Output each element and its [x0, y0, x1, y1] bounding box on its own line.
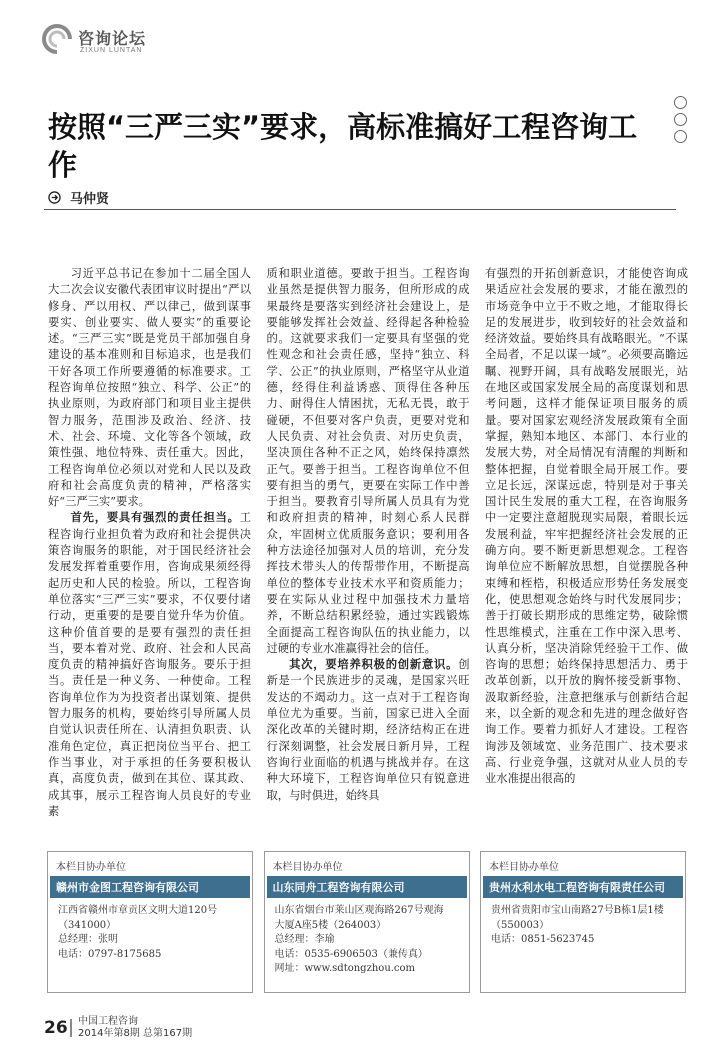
sponsor-header: 本栏目协办单位 [56, 862, 126, 873]
sponsor-boxes [47, 851, 686, 993]
sponsor-phone: 电话：0797-8175685 [58, 948, 162, 960]
section-title: 咨询论坛 [78, 29, 147, 48]
circle-icon [674, 130, 687, 143]
article-body [48, 266, 688, 836]
sponsor-header: 本栏目协办单位 [272, 862, 343, 873]
section-lead: 首先，要具有强烈的责任担当。 [70, 511, 240, 525]
section-logo [42, 22, 192, 60]
column-2 [267, 266, 470, 836]
column-1 [48, 266, 251, 836]
sponsor-manager: 总经理：张明 [58, 934, 118, 945]
paragraph: 有强烈的开拓创新意识，才能使咨询成果适应社会发展的要求，才能在激烈的市场竞争中立于不败之地，才能取得长足的发展进步，收到较好的社会效益和经济效益。要始终具有战略眼光。“不谋全局者，不足以谋一域”。必须要高瞻远瞩、视野开阔，具有战略发展眼光，站在地区或国家发展全局的高度谋划和思考问题，这样才能保证项目服务的质量。要对国家宏观经济发展政策有全面掌握，熟知本地区、本部门、本行业的发展大势，对全局情况有清醒的判断和整体把握，自觉着眼全局开展工作。要立足长远，深谋远虑，特别是对于事关国计民生发展的重大工程，在咨询服务中一定要注意超脱现实局限，着眼长远发展利益，牢牢把握经济社会发展的正确方向。要不断更新思想观念。工程咨询单位应不断解放思想，自觉摆脱各种束缚和桎梏，积极适应形势任务发展变化，使思想观念始终与时代发展同步；善于打破长期形成的思维定势，破除惯性思维模式，注重在工作中深入思考、认真分析，坚决消除凭经验干工作、做咨询的思想；始终保持思想活力、勇于改革创新，以开放的胸怀接受新事物、汲取新经验，注意把继承与创新结合起来，以全新的观念和先进的理念做好咨询工作。要着力抓好人才建设。工程咨询涉及领域宽、业务范围广、技术要求高、行业竞争强，这就对从业人员的专业水准提出很高的 [485, 267, 688, 786]
sponsor-header: 本栏目协办单位 [489, 862, 559, 873]
section-lead: 其次，要培养积极的创新意识。 [289, 658, 459, 672]
paragraph [267, 657, 470, 804]
sponsor-postcode: （550003） [491, 919, 550, 931]
paragraph-text: 工程咨询行业担负着为政府和社会提供决策咨询服务的职能，对于国民经济社会发展发挥着重要作用，咨询成果须经得起历史和人民的检验。所以，工程咨询单位落实“三严三实”要求，不仅要付诸行动，更重要的是要自觉升华为价值。这种价值首要的是要有强烈的责任担当，要本着对党、政府、社会和人民高度负责的精神搞好咨询服务。要乐于担当。责任是一种义务、一种使命。工程咨询单位作为为投资者出谋划策、提供智力服务的机构，要始终引导所属人员自觉认识责任所在、认清担负职责、认准角色定位，真正把岗位当平台、把工作当事业，对于承担的任务要积极认真，高度负责，做到在其位、谋其政、成其事，展示工程咨询人员良好的专业素 [48, 511, 251, 818]
magazine-name: 中国工程咨询 [78, 1016, 138, 1027]
sponsor-details [481, 898, 685, 948]
section-arc-icon [42, 24, 72, 54]
sponsor-name: 山东同舟工程咨询有限公司 [267, 876, 467, 898]
author-line [48, 188, 109, 207]
sponsor-phone: 电话：0851-5623745 [491, 934, 595, 945]
sponsor-address: 江西省赣州市章贡区文明大道120号 [58, 905, 218, 916]
paragraph [48, 510, 251, 820]
paragraph: 质和职业道德。要敢于担当。工程咨询业虽然是提供智力服务，但所形成的成果最终是要落实到经济社会建设上，是要能够发挥社会效益、经得起各种检验的。这就要求我们一定要具有坚强的党性观念和社会责任感，坚持“独立、科学、公正”的执业原则，严格坚守从业道德，经得住利益诱惑、顶得住各种压力、耐得住人情困扰，无私无畏，敢于碰硬，不但要对客户负责，更要对党和人民负责、对社会负责、对历史负责，坚决顶住各种不正之风，始终保持凛然正气。要善于担当。工程咨询单位不但要有担当的勇气，更要在实际工作中善于担当。要教育引导所属人员具有为党和政府担责的精神，时刻心系人民群众，牢固树立优质服务意识；要利用各种方法途径加强对人员的培训，充分发挥技术带头人的传帮带作用，不断提高单位的整体专业技术水平和资质能力；要在实际从业过程中加强技术力量培养，不断总结积累经验，通过实践锻炼全面提高工程咨询队伍的执业能力，以过硬的专业水准赢得社会的信任。 [266, 267, 470, 655]
circle-icon [674, 96, 687, 109]
author-divider [44, 209, 676, 210]
arrow-circle-icon [48, 191, 61, 204]
sponsor-box [47, 851, 253, 993]
decorative-circles [674, 96, 687, 147]
page-number: 26 [44, 1018, 68, 1038]
footer-divider [70, 1019, 72, 1037]
section-pinyin: ZIXUN LUNTAN [80, 47, 143, 54]
sponsor-name: 赣州市金图工程咨询有限公司 [50, 876, 250, 898]
magazine-info [78, 1016, 192, 1040]
paragraph-text: 创新是一个民族进步的灵魂，是国家兴旺发达的不竭动力。这一点对于工程咨询单位尤为重要。当前，国家已进入全面深化改革的关键时期，经济结构正在进行深刻调整，社会发展日新月异，工程咨询行业面临的机遇与挑战并存。在这种大环境下，工程咨询单位只有锐意进取，与时俱进，始终具 [266, 658, 470, 802]
sponsor-phone: 电话：0535-6906503（兼传真） [274, 948, 428, 960]
sponsor-details [265, 898, 469, 977]
author-name: 马仲贤 [70, 192, 110, 207]
article-title: 按照“三严三实”要求，高标准搞好工程咨询工作 [48, 110, 638, 182]
sponsor-website: 网址：www.sdtongzhou.com [274, 963, 416, 974]
sponsor-address: 山东省烟台市莱山区观海路267号观海 [274, 905, 444, 916]
circle-icon [674, 113, 687, 126]
magazine-issue: 2014年第8期 总第167期 [78, 1028, 193, 1039]
paragraph: 习近平总书记在参加十二届全国人大二次会议安徽代表团审议时提出“严以修身、严以用权、严以律己，做到谋事要实、创业要实、做人要实”的重要论述。“三严三实”既是党员干部加强自身建设的基本准则和目标追求，也是我们干好各项工作所要遵循的标准要求。工程咨询单位按照“独立、科学、公正”的执业原则，为政府部门和项目业主提供智力服务，范围涉及政治、经济、技术、社会、环境、文化等各个领域，政策性强、地位特殊、责任重大。因此，工程咨询单位必须以对党和人民以及政府和社会高度负责的精神，严格落实好“三严三实”要求。 [48, 267, 251, 509]
sponsor-address: 贵州省贵阳市宝山南路27号B栋1层1楼 [491, 905, 664, 916]
sponsor-details [48, 898, 252, 962]
sponsor-address-2: 大厦A座5楼（264003） [274, 919, 387, 931]
sponsor-postcode: （341000） [58, 919, 117, 931]
sponsor-box [480, 851, 686, 993]
sponsor-box [264, 851, 470, 993]
column-3 [485, 266, 688, 836]
sponsor-name: 贵州水利水电工程咨询有限责任公司 [483, 876, 683, 898]
sponsor-manager: 总经理：李瑜 [274, 934, 335, 945]
